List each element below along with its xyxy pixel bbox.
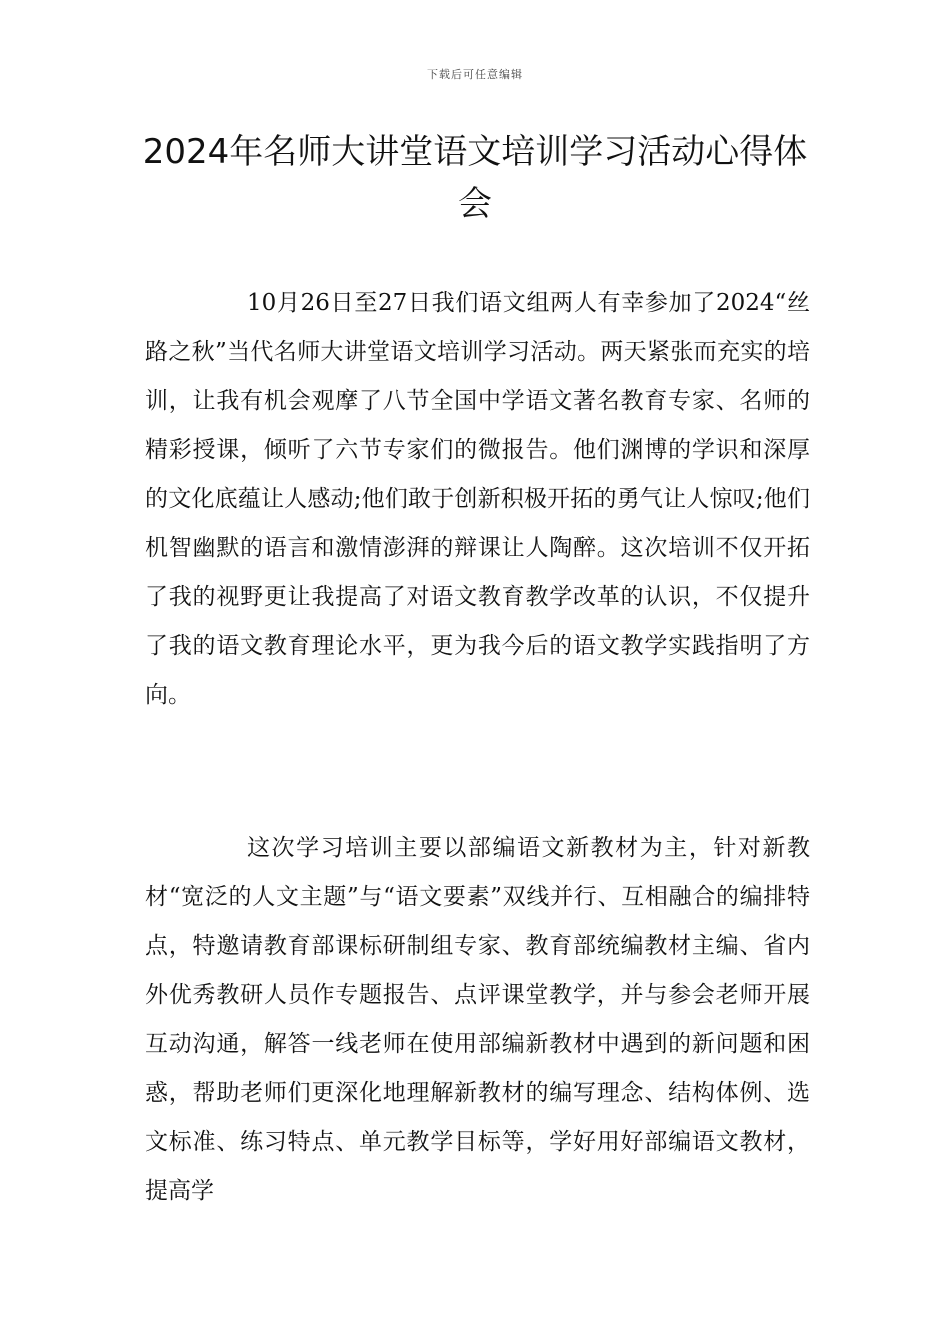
document-title: 2024年名师大讲堂语文培训学习活动心得体会 bbox=[142, 132, 808, 224]
body-paragraph-2: 这次学习培训主要以部编语文新教材为主，针对新教材“宽泛的人文主题”与“语文要素”双线并行、互相融合的编排特点，特邀请教育部课标研制组专家、教育部统编教材主编、省内外优秀教研人员作专题报告、点评课堂教学，并与参会老师开展互动沟通，解答一线老师在使用部编新教材中遇到的新问题和困惑，帮助老师们更深化地理解新教材的编写理念、结构体例、选文标准、练习特点、单元教学目标等，学好用好部编语文教材，提高学 bbox=[145, 835, 810, 1204]
header-note: 下载后可任意编辑 bbox=[427, 68, 523, 81]
body-paragraph-1: 10月26日至27日我们语文组两人有幸参加了2024“丝路之秋”当代名师大讲堂语文培训学习活动。两天紧张而充实的培训，让我有机会观摩了八节全国中学语文著名教育专家、名师的精彩授课，倾听了六节专家们的微报告。他们渊博的学识和深厚的文化底蕴让人感动;他们敢于创新积极开拓的勇气让人惊叹;他们机智幽默的语言和激情澎湃的辩课让人陶醉。这次培训不仅开拓了我的视野更让我提高了对语文教育教学改革的认识，不仅提升了我的语文教育理论水平，更为我今后的语文教学实践指明了方向。 bbox=[145, 290, 810, 708]
